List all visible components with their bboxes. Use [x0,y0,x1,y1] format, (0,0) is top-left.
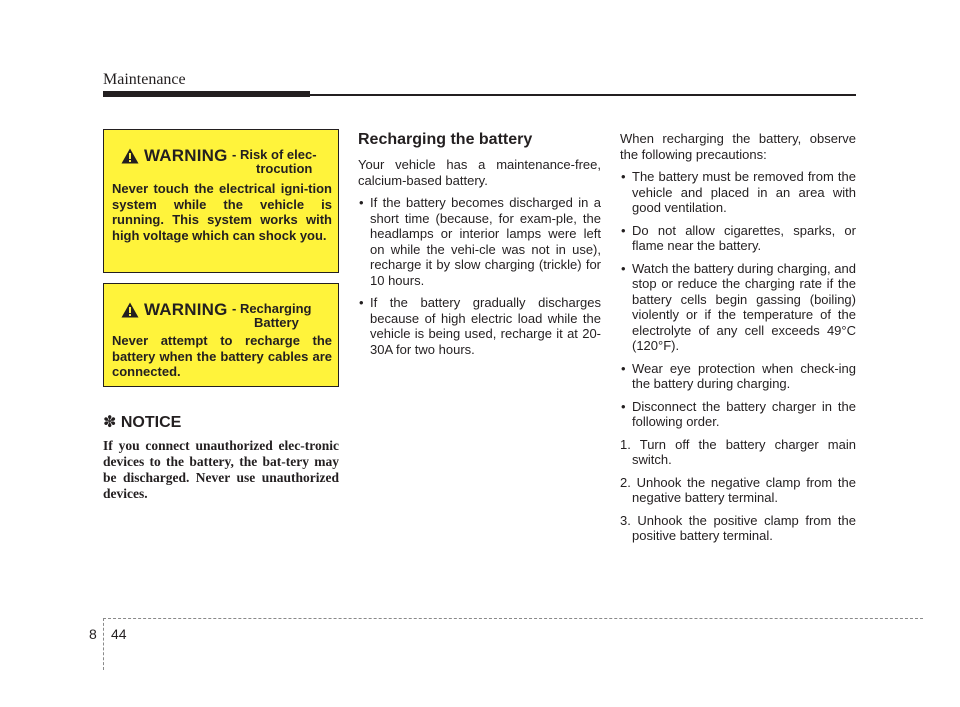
recharging-section [358,131,601,357]
list-item: • The battery must be removed from the vehicle and placed in an area with good ventilation. [620,169,856,216]
step-item: 2. Unhook the negative clamp from the negative battery terminal. [620,474,856,505]
warning-subtitle-line1: - Risk of elec- [232,147,317,162]
list-item: • If the battery becomes discharged in a short time (because, for exam-ple, the headlamps or interior lamps were left on while the vehi-cle was not in use), recharge it by slow charging (trickle) for 10 hours. [358,195,601,288]
notice-text: If you connect unauthorized elec-tronic devices to the battery, the bat-tery may be discharged. Never use unauthorized devices. [103,438,339,501]
warning-subtitle-line2: trocution [256,161,313,176]
list-item: • If the battery gradually discharges because of high electric load while the vehicle is being used, recharge it at 20-30A for two hours. [358,295,601,357]
step-item: 1. Turn off the battery charger main switch. [620,436,856,467]
warning-label: WARNING [144,146,228,165]
chapter-number: 8 [89,626,97,642]
list-item: • Wear eye protection when check-ing the battery during charging. [620,361,856,392]
precautions-bullets [620,169,856,430]
page-number: 44 [111,626,127,642]
section-title: Maintenance [103,71,186,88]
warning-subtitle [232,148,342,176]
warning-subtitle [232,302,342,330]
header-rule-accent [103,91,310,97]
warning-body: Never touch the electrical igni-tion system while the vehicle is running. This system works with high voltage which can shock you. [112,181,332,243]
list-item: • Do not allow cigarettes, sparks, or flame near the battery. [620,223,856,254]
precautions-intro: When recharging the battery, observe the following precautions: [620,131,856,162]
warning-subtitle-line1: - Recharging [232,301,312,316]
list-item: • Watch the battery during charging, and stop or reduce the charging rate if the battery cells begin gassing (boiling) violently or if the temperature of the electrolyte of any cell exceeds 49°C (120°F). [620,261,856,354]
precautions-section [620,131,856,544]
warning-header [112,130,332,174]
warning-header [112,284,332,330]
list-item: • Disconnect the battery charger in the following order. [620,399,856,430]
step-item: 3. Unhook the positive clamp from the positive battery terminal. [620,512,856,543]
disconnect-steps [620,437,856,544]
warning-box-recharging [103,283,339,387]
footer-rule [103,618,923,619]
recharging-bullets [358,195,601,357]
warning-box-electrocution [103,129,339,273]
notice-title: ✽ NOTICE [103,414,182,431]
notice-block [103,412,339,502]
warning-subtitle-line2: Battery [254,315,299,330]
warning-body: Never attempt to recharge the battery when the battery cables are connected. [112,333,332,379]
warning-triangle-icon [121,302,139,318]
footer-divider [103,618,104,670]
warning-triangle-icon [121,148,139,164]
recharging-intro: Your vehicle has a maintenance-free, calcium-based battery. [358,157,601,188]
warning-label: WARNING [144,300,228,319]
recharging-heading: Recharging the battery [358,131,533,148]
